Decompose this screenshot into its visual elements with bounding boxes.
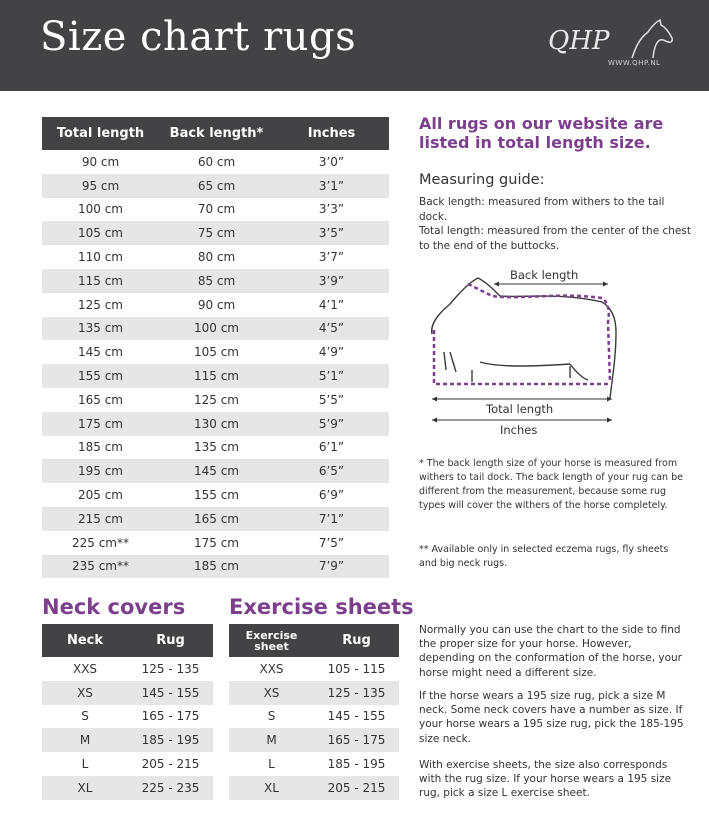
table-cell: 5’1” <box>274 364 389 388</box>
table-cell: 75 cm <box>159 221 274 245</box>
table-cell: XXS <box>72 661 98 676</box>
table-cell: 5’5” <box>318 392 345 407</box>
table-cell: 165 cm <box>77 392 123 407</box>
neck-advice-paragraph: If the horse wears a 195 size rug, pick a size M neck. Some neck covers have a number as size. If your horse wears a 195 size rug, pick the 185-195 size neck. <box>419 690 684 745</box>
table-row <box>229 681 399 705</box>
table-cell: 5’9” <box>274 412 389 436</box>
table-row <box>42 555 389 579</box>
table-row <box>229 728 399 752</box>
table-cell: 70 cm <box>197 202 236 217</box>
size-chart-table <box>42 117 389 578</box>
table-row <box>42 221 389 245</box>
table-cell: 125 - 135 <box>141 661 200 676</box>
table-cell: 4’1” <box>318 297 345 312</box>
table-cell: 185 cm <box>77 440 123 455</box>
table-row <box>42 483 389 507</box>
table-cell: 125 cm <box>77 297 123 312</box>
table-row <box>229 705 399 729</box>
table-cell: 7’5” <box>318 535 345 550</box>
table-row <box>229 657 399 681</box>
table-cell: 215 cm <box>42 507 159 531</box>
table-cell: L <box>268 757 275 772</box>
table-cell: 115 cm <box>159 364 274 388</box>
table-cell: 60 cm <box>197 154 236 169</box>
inches-label: Inches <box>500 423 538 437</box>
table-cell: S <box>267 709 276 724</box>
table-cell: 185 - 195 <box>327 757 386 772</box>
total-length-label: Total length <box>486 402 554 416</box>
arrow-head-left <box>432 418 437 423</box>
table-row <box>42 728 213 752</box>
table-row <box>42 507 389 531</box>
table-cell: 3’1” <box>274 174 389 198</box>
table-cell: M <box>42 728 128 752</box>
arrow-head-left <box>432 397 437 402</box>
header-rug: Rug <box>314 624 399 657</box>
table-cell: 165 - 175 <box>314 728 399 752</box>
table-cell: XS <box>42 681 128 705</box>
table-cell: 125 - 135 <box>314 681 399 705</box>
table-row <box>42 436 389 460</box>
table-cell: 3’0” <box>318 154 345 169</box>
table-row <box>42 364 389 388</box>
table-cell: 145 cm <box>77 345 123 360</box>
page-header <box>0 0 709 91</box>
table-row <box>42 269 389 293</box>
table-cell: 185 cm <box>159 555 274 579</box>
table-row <box>42 245 389 269</box>
table-cell: 90 cm <box>81 154 120 169</box>
back-length-label: Back length <box>510 268 579 282</box>
table-cell: 7’1” <box>274 507 389 531</box>
header-neck: Neck <box>42 624 128 657</box>
table-cell: 100 cm <box>77 202 123 217</box>
table-cell: 90 cm <box>197 297 236 312</box>
intro-text: All rugs on our website are listed in total length size. <box>419 114 664 152</box>
total-length-description: Total length: measured from the center of the chest to the end of the buttocks. <box>419 225 691 252</box>
table-cell: 3’9” <box>274 269 389 293</box>
back-length-footnote: * The back length size of your horse is measured from withers to tail dock. The back length of your rug can be different from the measurement, because some rug types will cover the withers of the horse completely. <box>419 458 683 511</box>
table-cell: 225 - 235 <box>128 776 213 800</box>
table-row <box>42 531 389 555</box>
table-row <box>42 340 389 364</box>
table-cell: 105 - 115 <box>327 661 386 676</box>
table-cell: 105 cm <box>42 221 159 245</box>
table-cell: 175 cm <box>193 535 239 550</box>
table-cell: M <box>229 728 314 752</box>
table-cell: 145 cm <box>159 459 274 483</box>
total-length-dotted-line <box>434 330 612 384</box>
horse-head-icon <box>626 18 674 60</box>
horse-measurement-diagram <box>420 262 620 442</box>
table-cell: 195 cm <box>42 459 159 483</box>
brand-name: QHP <box>548 26 610 56</box>
table-cell: XXS <box>259 661 284 676</box>
table-cell: 3’7” <box>318 250 345 265</box>
table-cell: S <box>81 709 89 724</box>
table-row <box>42 317 389 341</box>
table-row <box>42 459 389 483</box>
table-cell: L <box>81 757 89 772</box>
header-exercise-line2: sheet <box>254 639 289 653</box>
table-row <box>42 705 213 729</box>
table-cell: XL <box>229 776 314 800</box>
brand-url: WWW.QHP.NL <box>608 59 661 67</box>
table-cell: 145 - 155 <box>327 709 386 724</box>
table-header-row <box>229 624 399 657</box>
table-row <box>229 776 399 800</box>
table-cell: 80 cm <box>197 250 236 265</box>
header-rug: Rug <box>128 624 213 657</box>
table-cell: 125 cm <box>193 392 239 407</box>
table-row <box>42 198 389 222</box>
table-row <box>229 752 399 776</box>
table-row <box>42 174 389 198</box>
table-cell: 6’9” <box>318 488 345 503</box>
table-cell: XS <box>229 681 314 705</box>
table-row <box>42 776 213 800</box>
header-exercise-sheet <box>229 624 314 657</box>
table-cell: XL <box>42 776 128 800</box>
table-cell: 205 - 215 <box>314 776 399 800</box>
table-row <box>42 293 389 317</box>
table-cell: 3’5” <box>274 221 389 245</box>
arrow-head-left <box>494 282 499 287</box>
measuring-guide-title: Measuring guide: <box>419 172 545 188</box>
table-cell: 95 cm <box>42 174 159 198</box>
table-cell: 6’1” <box>318 440 345 455</box>
table-cell: 4’5” <box>274 317 389 341</box>
table-header-row <box>42 624 213 657</box>
brand-logo <box>548 18 678 73</box>
back-length-description: Back length: measured from withers to the tail dock. <box>419 196 665 223</box>
header-exercise-line1: Exercise <box>245 628 298 642</box>
table-cell: 235 cm** <box>42 555 159 579</box>
table-cell: 165 cm <box>159 507 274 531</box>
table-row <box>42 681 213 705</box>
availability-footnote: ** Available only in selected eczema rugs, fly sheets and big neck rugs. <box>419 544 669 569</box>
table-cell: 7’9” <box>274 555 389 579</box>
table-row <box>42 412 389 436</box>
table-cell: 165 - 175 <box>141 709 200 724</box>
table-cell: 185 - 195 <box>128 728 213 752</box>
table-cell: 85 cm <box>159 269 274 293</box>
table-row <box>42 657 213 681</box>
table-cell: 115 cm <box>42 269 159 293</box>
table-cell: 175 cm <box>42 412 159 436</box>
exercise-advice-paragraph: With exercise sheets, the size also corresponds with the rug size. If your horse wears a 195 size rug, pick a size L exercise sheet. <box>419 759 672 800</box>
page-title: Size chart rugs <box>40 14 357 60</box>
table-cell: 205 cm <box>77 488 123 503</box>
header-total-length: Total length <box>42 117 159 150</box>
arrow-head-right <box>607 418 612 423</box>
table-cell: 100 cm <box>159 317 274 341</box>
header-inches: Inches <box>274 117 389 150</box>
table-cell: 135 cm <box>193 440 239 455</box>
header-back-length: Back length* <box>159 117 274 150</box>
table-cell: 205 - 215 <box>141 757 200 772</box>
table-cell: 3’3” <box>318 202 345 217</box>
table-cell: 130 cm <box>159 412 274 436</box>
table-cell: 110 cm <box>77 250 123 265</box>
table-cell: 4’9” <box>318 345 345 360</box>
table-row <box>42 388 389 412</box>
neck-covers-title: Neck covers <box>42 595 186 619</box>
table-cell: 155 cm <box>193 488 239 503</box>
table-cell: 135 cm <box>42 317 159 341</box>
sizing-advice-paragraph: Normally you can use the chart to the side to find the proper size for your horse. However, depending on the conformation of the horse, your horse might need a different size. <box>419 624 682 679</box>
table-cell: 155 cm <box>42 364 159 388</box>
exercise-sheets-table <box>229 624 399 800</box>
table-cell: 145 - 155 <box>128 681 213 705</box>
table-cell: 65 cm <box>159 174 274 198</box>
arrow-head-right <box>603 282 608 287</box>
table-cell: 105 cm <box>193 345 239 360</box>
neck-covers-table <box>42 624 213 800</box>
table-row <box>42 752 213 776</box>
exercise-sheets-title: Exercise sheets <box>229 595 414 619</box>
table-row <box>42 150 389 174</box>
table-cell: 225 cm** <box>71 535 129 550</box>
table-header-row <box>42 117 389 150</box>
table-cell: 6’5” <box>274 459 389 483</box>
